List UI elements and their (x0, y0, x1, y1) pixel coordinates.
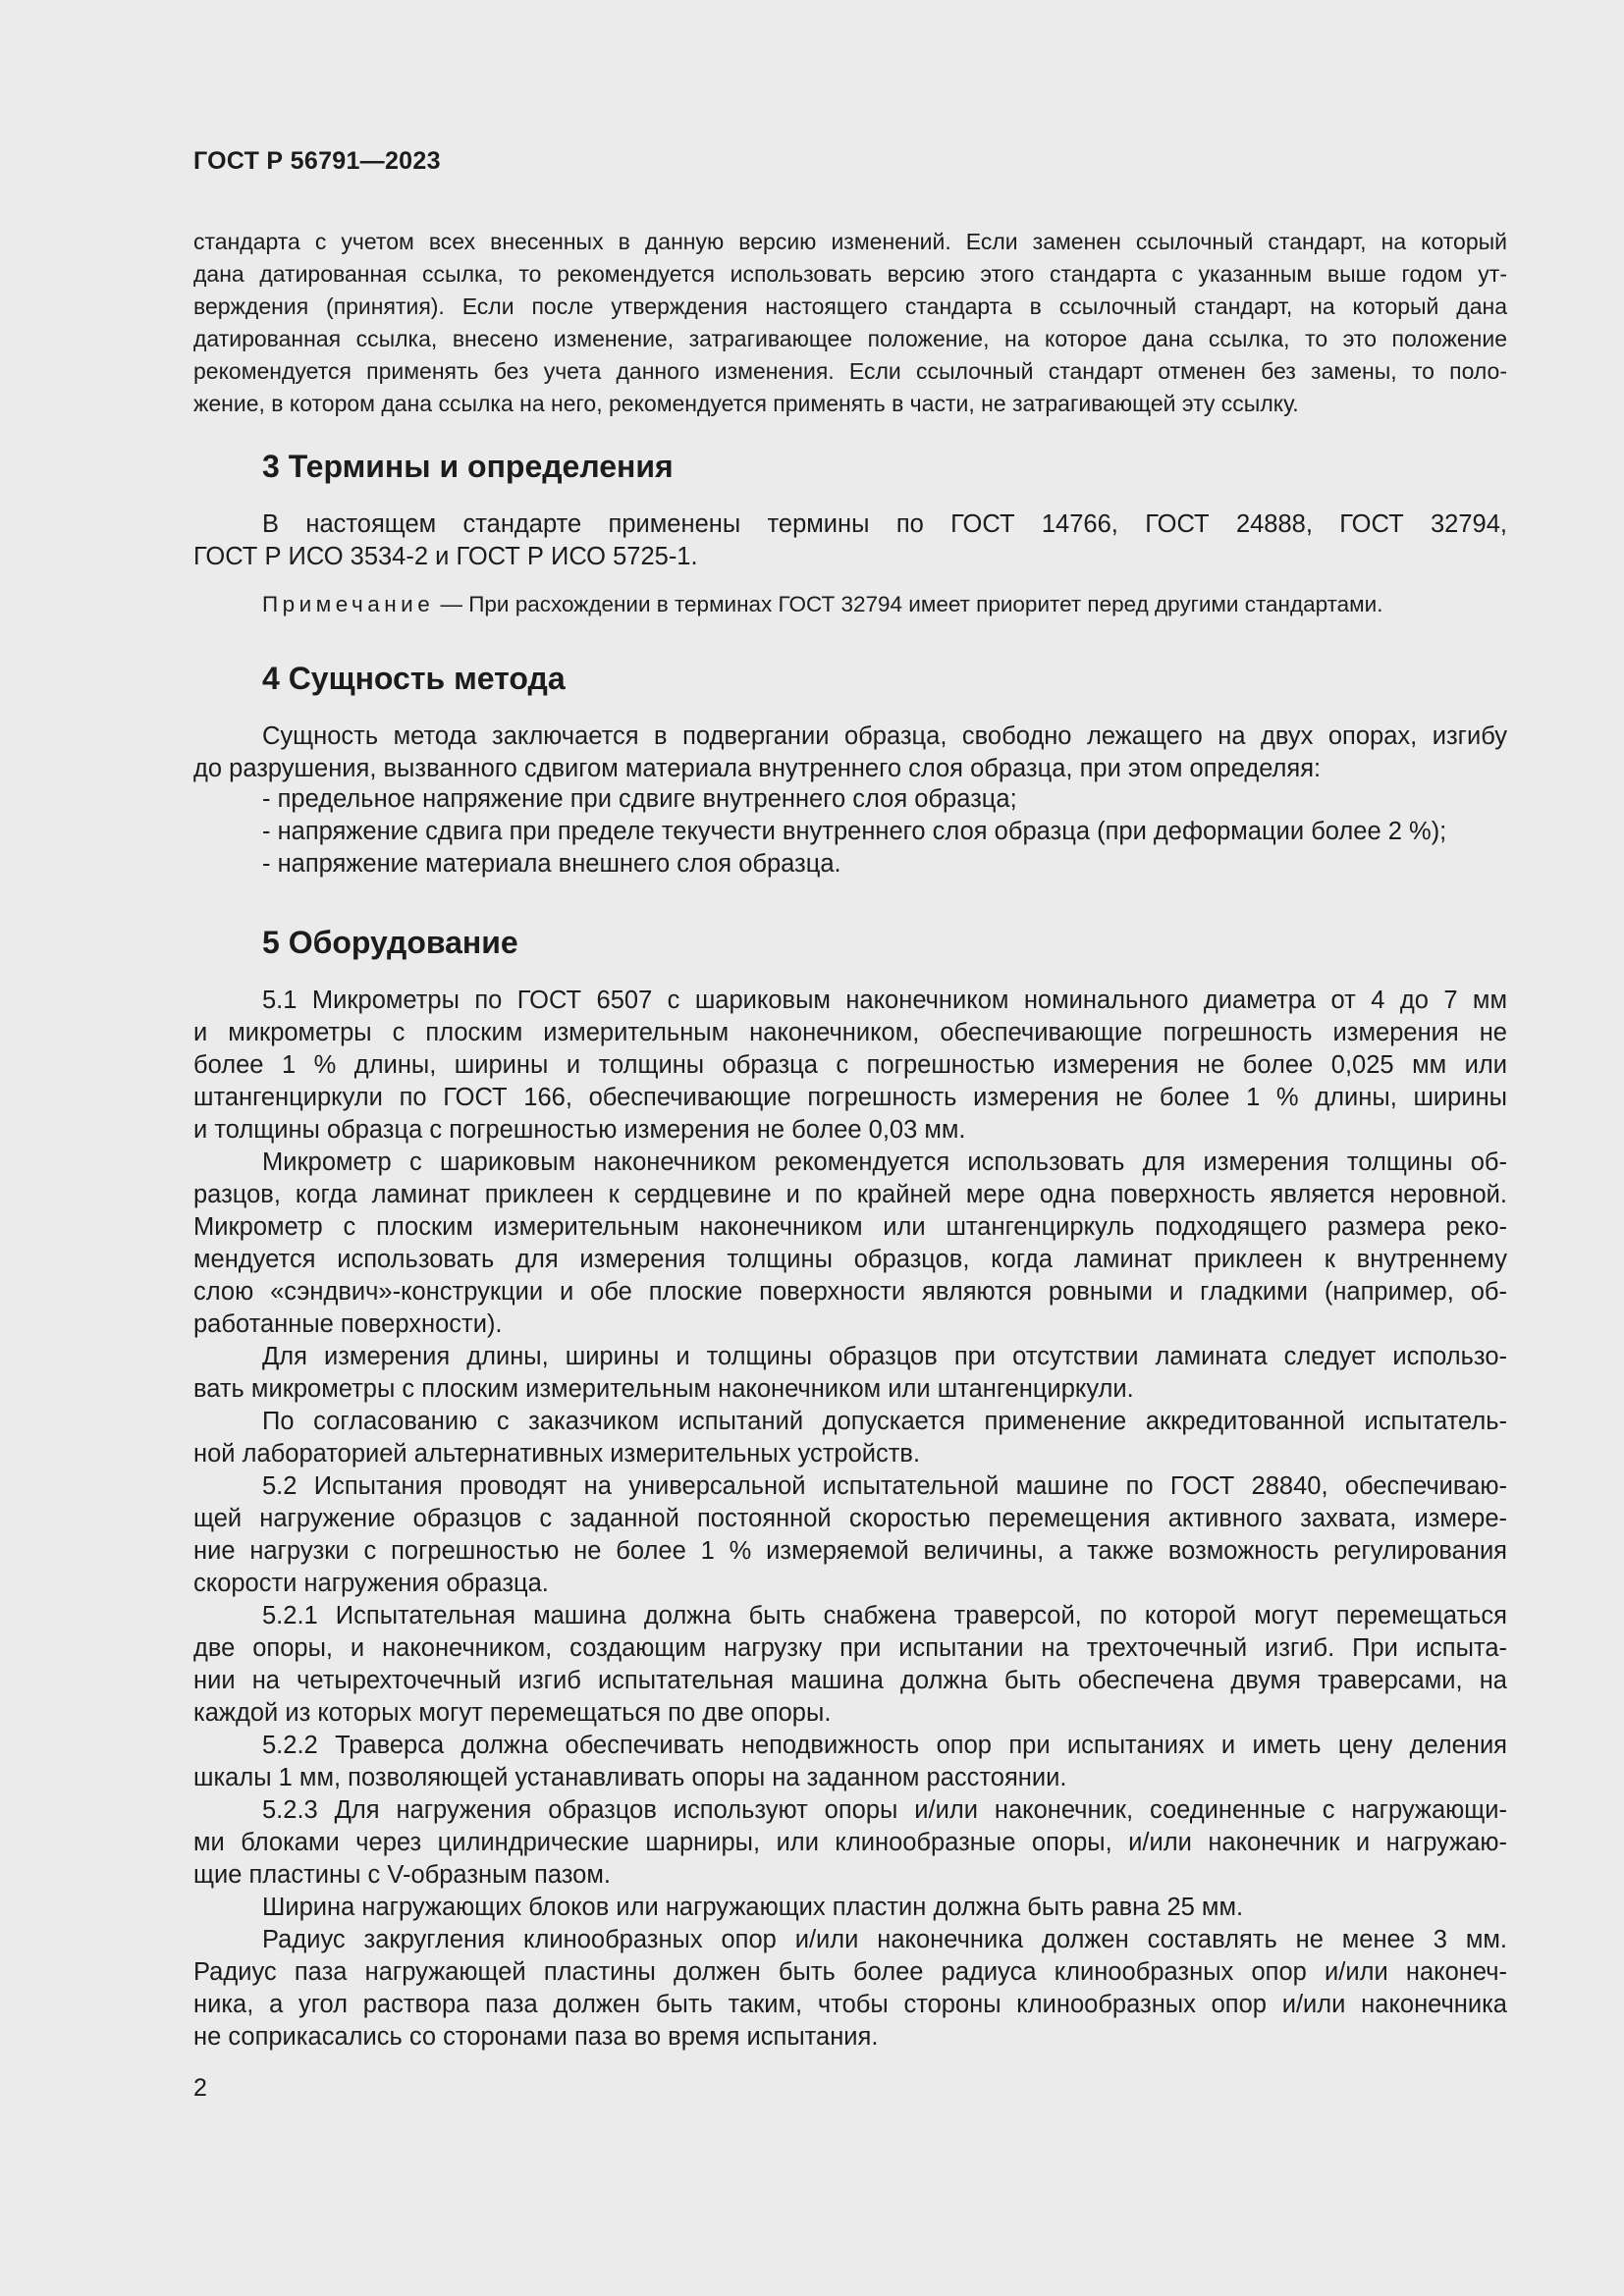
s5-line: каждой из которых могут перемещаться по две опоры. (193, 1699, 832, 1727)
s5-line: слою «сэндвич»-конструкции и обе плоские поверхности являются ровными и гладкими (например, об- (193, 1278, 1507, 1306)
s5-line: 5.1 Микрометры по ГОСТ 6507 с шариковым наконечником номинального диаметра от 4 до 7 мм (262, 987, 1507, 1014)
page-number: 2 (193, 2074, 207, 2102)
note-text: — При расхождении в терминах ГОСТ 32794 имеет приоритет перед другими стандартами. (434, 592, 1383, 616)
s4-list-item: - напряжение материала внешнего слоя образца. (262, 850, 841, 878)
s5-line: 5.2.1 Испытательная машина должна быть снабжена траверсой, по которой могут перемещаться (262, 1602, 1507, 1629)
section-3-title: 3 Термины и определения (262, 449, 674, 484)
s5-line: нии на четырехточечный изгиб испытательная машина должна быть обеспечена двумя траверсами, на (193, 1667, 1507, 1694)
s5-line: Радиус закругления клинообразных опор и/или наконечника должен составлять не менее 3 мм. (262, 1926, 1507, 1953)
s5-line: щие пластины с V-образным пазом. (193, 1861, 611, 1889)
s5-line: ние нагрузки с погрешностью не более 1 % измеряемой величины, а также возможность регулирования (193, 1537, 1507, 1565)
intro-line: верждения (принятия). Если после утверждения настоящего стандарта в ссылочный стандарт, на который дана (193, 294, 1507, 319)
intro-line: датированная ссылка, внесено изменение, затрагивающее положение, на которое дана ссылка, то это положение (193, 326, 1507, 351)
s5-line: Для измерения длины, ширины и толщины образцов при отсутствии ламината следует использо- (262, 1343, 1507, 1370)
s5-line: ной лабораторией альтернативных измерительных устройств. (193, 1440, 921, 1468)
s5-line: разцов, когда ламинат приклеен к сердцевине и по крайней мере одна поверхность является неровной. (193, 1181, 1507, 1208)
s5-line: Микрометр с шариковым наконечником рекомендуется использовать для измерения толщины об- (262, 1148, 1507, 1176)
s4-line: Сущность метода заключается в подвергании образца, свободно лежащего на двух опорах, изгибу (262, 722, 1507, 750)
intro-line: стандарта с учетом всех внесенных в данную версию изменений. Если заменен ссылочный стандарт, на который (193, 229, 1507, 254)
s5-line: 5.2 Испытания проводят на универсальной испытательной машине по ГОСТ 28840, обеспечиваю- (262, 1472, 1507, 1500)
intro-line: жение, в котором дана ссылка на него, рекомендуется применять в части, не затрагивающей эту ссылку. (193, 391, 1299, 416)
s5-line: Микрометр с плоским измерительным наконечником или штангенциркуль подходящего размера реко- (193, 1213, 1507, 1241)
s4-line: до разрушения, вызванного сдвигом материала внутреннего слоя образца, при этом определяя: (193, 755, 1322, 782)
s5-line: не соприкасались со сторонами паза во время испытания. (193, 2023, 879, 2051)
s5-line: и толщины образца с погрешностью измерения не более 0,03 мм. (193, 1116, 966, 1144)
s5-line: Ширина нагружающих блоков или нагружающих пластин должна быть равна 25 мм. (262, 1894, 1244, 1921)
s5-line: мендуется использовать для измерения толщины образцов, когда ламинат приклеен к внутреннему (193, 1246, 1507, 1273)
s5-line: По согласованию с заказчиком испытаний допускается применение аккредитованной испытатель- (262, 1408, 1507, 1435)
s4-list-item: - предельное напряжение при сдвиге внутреннего слоя образца; (262, 785, 1017, 813)
s5-line: работанные поверхности). (193, 1310, 503, 1338)
s5-line: 5.2.3 Для нагружения образцов используют опоры и/или наконечник, соединенные с нагружающи- (262, 1796, 1507, 1824)
s3-note (262, 592, 1382, 617)
intro-line: дана датированная ссылка, то рекомендуется использовать версию этого стандарта с указанным выше годом ут- (193, 261, 1507, 287)
s5-line: и микрометры с плоским измерительным наконечником, обеспечивающие погрешность измерения не (193, 1019, 1507, 1046)
s5-line: скорости нагружения образца. (193, 1570, 549, 1597)
s5-line: шкалы 1 мм, позволяющей устанавливать опоры на заданном расстоянии. (193, 1764, 1067, 1791)
section-5-title: 5 Оборудование (262, 925, 518, 960)
s5-line: ми блоками через цилиндрические шарниры, или клинообразные опоры, и/или наконечник и нагружаю- (193, 1829, 1507, 1856)
s3-line: ГОСТ Р ИСО 3534-2 и ГОСТ Р ИСО 5725-1. (193, 543, 698, 570)
s5-line: ника, а угол раствора паза должен быть таким, чтобы стороны клинообразных опор и/или наконечника (193, 1991, 1507, 2018)
note-label: Примечание (262, 592, 435, 616)
document-header: ГОСТ Р 56791—2023 (193, 147, 441, 175)
s5-line: Радиус паза нагружающей пластины должен быть более радиуса клинообразных опор и/или наконеч- (193, 1958, 1507, 1986)
s5-line: вать микрометры с плоским измерительным наконечником или штангенциркули. (193, 1375, 1134, 1403)
s5-line: щей нагружение образцов с заданной постоянной скоростью перемещения активного захвата, измере- (193, 1505, 1507, 1532)
s5-line: 5.2.2 Траверса должна обеспечивать неподвижность опор при испытаниях и иметь цену деления (262, 1732, 1507, 1759)
intro-line: рекомендуется применять без учета данного изменения. Если ссылочный стандарт отменен без замены, то поло- (193, 358, 1507, 384)
s5-line: более 1 % длины, ширины и толщины образца с погрешностью измерения не более 0,025 мм или (193, 1051, 1507, 1079)
s4-list-item: - напряжение сдвига при пределе текучести внутреннего слоя образца (при деформации более 2 %); (262, 818, 1447, 845)
s5-line: две опоры, и наконечником, создающим нагрузку при испытании на трехточечный изгиб. При испыта- (193, 1634, 1507, 1662)
s3-line: В настоящем стандарте применены термины по ГОСТ 14766, ГОСТ 24888, ГОСТ 32794, (262, 510, 1507, 538)
s5-line: штангенциркули по ГОСТ 166, обеспечивающие погрешность измерения не более 1 % длины, ширины (193, 1084, 1507, 1111)
section-4-title: 4 Сущность метода (262, 661, 566, 696)
